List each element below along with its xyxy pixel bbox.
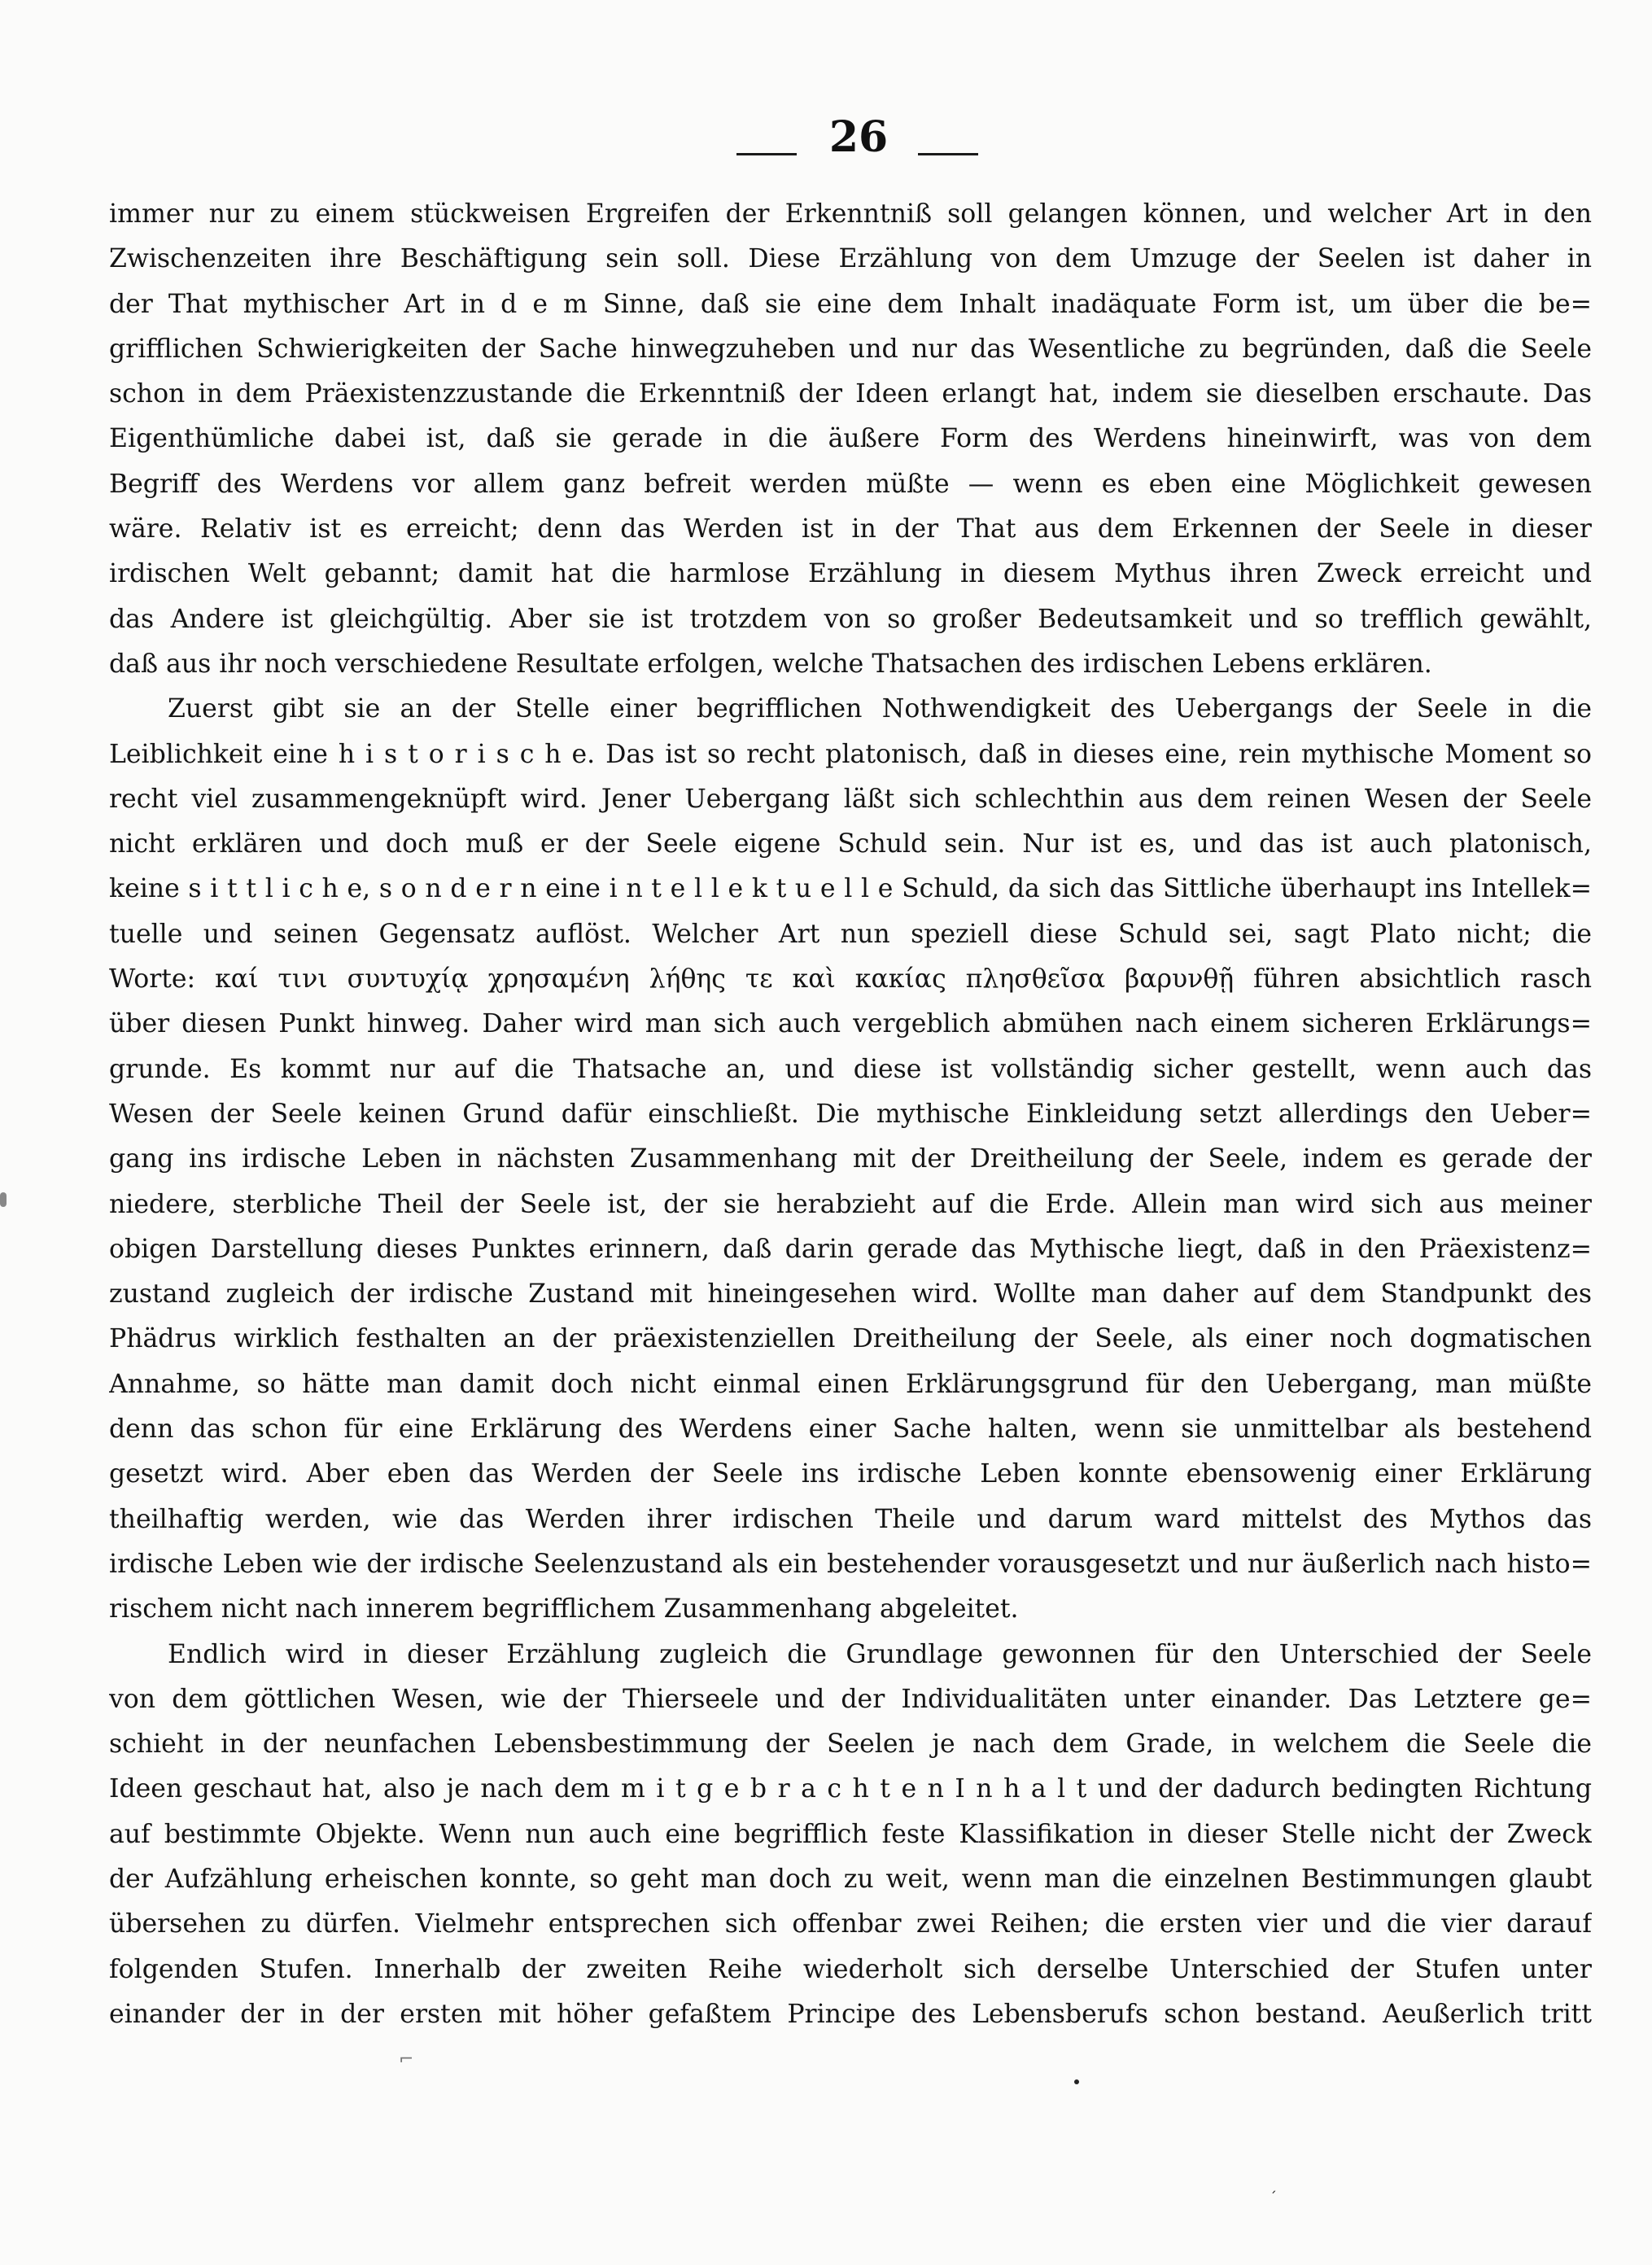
text-line: nicht erklären und doch muß er der Seele eigene Schuld sein. Nur ist es, und das ist auch platonisch, (109, 829, 1592, 859)
text-line: keine s i t t l i c h e, s o n d e r n eine i n t e l l e k t u e l l e Schuld, da sich das Sittliche überhaupt ins Intellek= (109, 874, 1592, 904)
text-line: Ideen geschaut hat, also je nach dem m i t g e b r a c h t e n I n h a l t und der dadurch bedingten Richtung (109, 1774, 1592, 1804)
text-line: Zwischenzeiten ihre Beschäftigung sein soll. Diese Erzählung von dem Umzuge der Seelen ist daher in (109, 244, 1592, 274)
text-line: der Aufzählung erheischen konnte, so geht man doch zu weit, wenn man die einzelnen Bestimmungen glaubt (109, 1864, 1592, 1894)
text-line: Endlich wird in dieser Erzählung zugleich die Grundlage gewonnen für den Unterschied der Seele (168, 1639, 1592, 1669)
pencil-mark: ⌐ (399, 2049, 414, 2070)
ink-speck (1074, 2079, 1079, 2084)
page-header (0, 112, 1652, 169)
text-line: Begriff des Werdens vor allem ganz befreit werden müßte — wenn es eben eine Möglichkeit gewesen (109, 469, 1592, 499)
text-line: folgenden Stufen. Innerhalb der zweiten Reihe wiederholt sich derselbe Unterschied der Stufen unter (109, 1954, 1592, 1984)
text-line: das Andere ist gleichgültig. Aber sie ist trotzdem von so großer Bedeutsamkeit und so trefflich gewählt, (109, 604, 1592, 634)
header-rule-left (736, 153, 797, 155)
text-line: rischem nicht nach innerem begrifflichem Zusammenhang abgeleitet. (109, 1594, 1019, 1624)
text-line: schieht in der neunfachen Lebensbestimmung der Seelen je nach dem Grade, in welchem die Seele die (109, 1729, 1592, 1760)
text-line: Eigenthümliche dabei ist, daß sie gerade in die äußere Form des Werdens hineinwirft, was von dem (109, 424, 1592, 454)
page-number: 26 (828, 112, 889, 162)
accent-speck: ´ (1270, 2189, 1277, 2206)
text-line: Zuerst gibt sie an der Stelle einer begrifflichen Nothwendigkeit des Uebergangs der Seele in die (168, 694, 1592, 724)
text-line: gang ins irdische Leben in nächsten Zusammenhang mit der Dreitheilung der Seele, indem es gerade der (109, 1144, 1592, 1174)
text-line: obigen Darstellung dieses Punktes erinnern, daß darin gerade das Mythische liegt, daß in den Präexistenz= (109, 1234, 1592, 1264)
header-rule-right (918, 153, 978, 155)
binding-edge-mark (0, 1192, 7, 1207)
text-line: immer nur zu einem stückweisen Ergreifen der Erkenntniß soll gelangen können, und welcher Art in den (109, 199, 1592, 229)
text-line: daß aus ihr noch verschiedene Resultate erfolgen, welche Thatsachen des irdischen Lebens erklären. (109, 649, 1432, 679)
text-line: grifflichen Schwierigkeiten der Sache hinwegzuheben und nur das Wesentliche zu begründen, daß die Seele (109, 334, 1592, 364)
text-line: Wesen der Seele keinen Grund dafür einschließt. Die mythische Einkleidung setzt allerdings den Ueber= (109, 1099, 1592, 1129)
text-line: niedere, sterbliche Theil der Seele ist, der sie herabzieht auf die Erde. Allein man wird sich aus meiner (109, 1189, 1592, 1219)
body-text (109, 192, 1592, 2037)
text-line: grunde. Es kommt nur auf die Thatsache an, und diese ist vollständig sicher gestellt, wenn auch das (109, 1054, 1592, 1084)
text-line: gesetzt wird. Aber eben das Werden der Seele ins irdische Leben konnte ebensowenig einer Erklärung (109, 1459, 1592, 1489)
text-line: tuelle und seinen Gegensatz auflöst. Welcher Art nun speziell diese Schuld sei, sagt Plato nicht; die (109, 919, 1592, 949)
text-line: recht viel zusammengeknüpft wird. Jener Uebergang läßt sich schlechthin aus dem reinen Wesen der Seele (109, 784, 1592, 814)
text-line: schon in dem Präexistenzzustande die Erkenntniß der Ideen erlangt hat, indem sie dieselben erschaute. Das (109, 379, 1592, 409)
text-line: auf bestimmte Objekte. Wenn nun auch eine begrifflich feste Klassifikation in dieser Stelle nicht der Zweck (109, 1819, 1592, 1849)
text-line: Phädrus wirklich festhalten an der präexistenziellen Dreitheilung der Seele, als einer noch dogmatischen (109, 1324, 1592, 1354)
text-line: von dem göttlichen Wesen, wie der Thierseele und der Individualitäten unter einander. Das Letztere ge= (109, 1684, 1592, 1714)
text-line: irdische Leben wie der irdische Seelenzustand als ein bestehender vorausgesetzt und nur äußerlich nach histo= (109, 1549, 1592, 1579)
text-line: über diesen Punkt hinweg. Daher wird man sich auch vergeblich abmühen nach einem sicheren Erklärungs= (109, 1009, 1592, 1039)
text-line: Annahme, so hätte man damit doch nicht einmal einen Erklärungsgrund für den Uebergang, man müßte (109, 1369, 1592, 1399)
text-line: übersehen zu dürfen. Vielmehr entsprechen sich offenbar zwei Reihen; die ersten vier und die vier darauf (109, 1909, 1592, 1939)
text-line: theilhaftig werden, wie das Werden ihrer irdischen Theile und darum ward mittelst des Mythos das (109, 1504, 1592, 1534)
text-line: einander der in der ersten mit höher gefaßtem Principe des Lebensberufs schon bestand. Aeußerlich tritt (109, 1999, 1592, 2029)
text-line: zustand zugleich der irdische Zustand mit hineingesehen wird. Wollte man daher auf dem Standpunkt des (109, 1279, 1592, 1310)
text-line: Worte: καί τινι συντυχίᾳ χρησαμένη λήθης τε καὶ κακίας πλησθεῖσα βαρυνθῇ führen absichtlich rasch (109, 964, 1592, 995)
text-line: der That mythischer Art in d e m Sinne, daß sie eine dem Inhalt inadäquate Form ist, um über die be= (109, 289, 1592, 319)
text-line: wäre. Relativ ist es erreicht; denn das Werden ist in der That aus dem Erkennen der Seele in dieser (109, 514, 1592, 544)
text-line: denn das schon für eine Erklärung des Werdens einer Sache halten, wenn sie unmittelbar als bestehend (109, 1415, 1592, 1445)
text-line: irdischen Welt gebannt; damit hat die harmlose Erzählung in diesem Mythus ihren Zweck erreicht und (109, 559, 1592, 589)
text-line: Leiblichkeit eine h i s t o r i s c h e. Das ist so recht platonisch, daß in dieses eine, rein mythische Moment so (109, 739, 1592, 769)
